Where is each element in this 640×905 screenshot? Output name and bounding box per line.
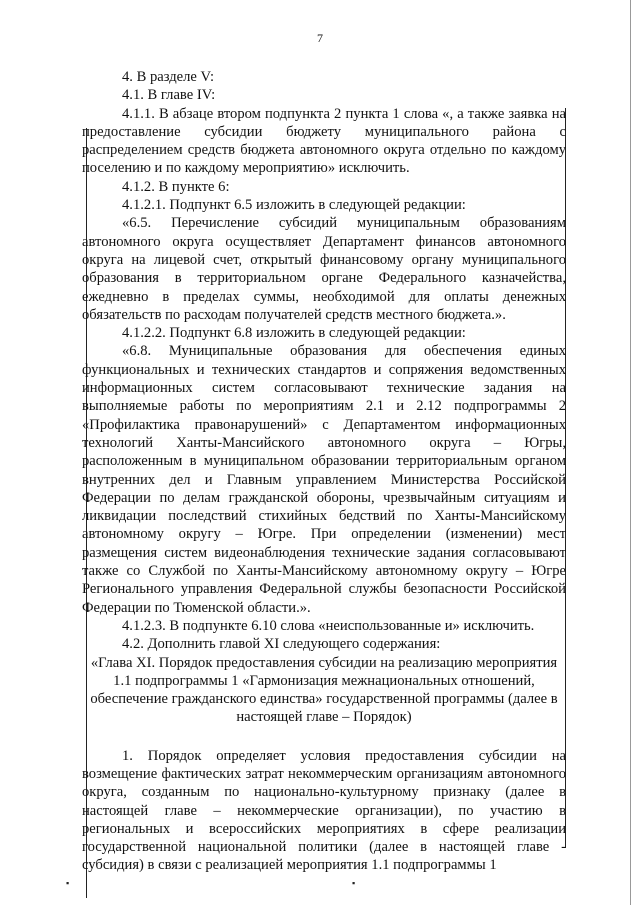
chapter-title: «Глава XI. Порядок предоставления субсидии на реализацию мероприятия 1.1 подпрограммы 1 «Гармонизация межнациональных отношений, обеспечение гражданского единства» государственной программы (далее в настоящей главе – Порядок) — [90, 654, 558, 726]
paragraph: 4.1.2.3. В подпункте 6.10 слова «неиспользованные и» исключить. — [122, 617, 535, 634]
paragraph: 4. В разделе V: — [122, 69, 215, 85]
paragraph: «6.5. Перечисление субсидий муниципальным образованиям автономного округа осуществляет Департамент финансов автономного округа на лицевой счет, открытый финансовому органу муниципального образования в территориальном органе Федерального казначейства, ежедневно в пределах суммы, необходимой для оплаты денежных обязательств по расходам получателей средств местного бюджета.». — [82, 215, 566, 323]
document-body — [82, 68, 566, 875]
paragraph: 4.1.2.2. Подпункт 6.8 изложить в следующей редакции: — [122, 325, 466, 342]
paragraph: 4.1.2.1. Подпункт 6.5 изложить в следующей редакции: — [122, 197, 466, 214]
scan-mark-bottom-left: ▪ — [66, 878, 70, 888]
paragraph: 4.2. Дополнить главой XI следующего содержания: — [122, 636, 441, 653]
page-number: 7 — [317, 31, 323, 45]
scan-mark-bottom-center: ▪ — [352, 878, 356, 888]
paragraph: 4.1.2. В пункте 6: — [122, 178, 230, 195]
scan-edge-line — [630, 0, 631, 905]
paragraph: 4.1.1. В абзаце втором подпункта 2 пункта 1 слова «, а также заявка на предоставление субсидии бюджету муниципального района с распределением средств бюджета автономного округа отдельно по каждому поселению и по каждому мероприятию» исключить. — [82, 105, 566, 177]
spacer — [82, 727, 566, 747]
paragraph: 4.1. В главе IV: — [122, 87, 216, 104]
paragraph: «6.8. Муниципальные образования для обеспечения единых функциональных и технических стандартов и сопряжения ведомственных информационных систем согласовывают технические задания на выполняемые работы по мероприятиям 2.1 и 2.12 подпрограммы 2 «Профилактика правонарушений» с Департаментом информационных технологий Ханты-Мансийского автономного округа – Югры, расположенным в муниципальном образовании территориальным органом внутренних дел и Главным управлением Министерства Российской Федерации по делам гражданской обороны, чрезвычайным ситуациям и ликвидации последствий стихийных бедствий по Ханты-Мансийскому автономному округу – Югре. При определении (изменении) мест размещения систем видеонаблюдения технические задания согласовывают также со Службой по Ханты-Мансийскому автономному округу – Югре Регионального управления Федеральной службы безопасности Российской Федерации по Тюменской области.». — [82, 343, 566, 616]
paragraph: 1. Порядок определяет условия предоставления субсидии на возмещение фактических затрат некоммерческим организациям автономного округа, созданным по национально-культурному признаку (далее в настоящей главе – некоммерческие организации), по участию в региональных и всероссийских мероприятиях в сфере реализации государственной национальной политики (далее в настоящей главе - субсидия) в связи с реализацией мероприятия 1.1 подпрограммы 1 — [82, 747, 566, 874]
